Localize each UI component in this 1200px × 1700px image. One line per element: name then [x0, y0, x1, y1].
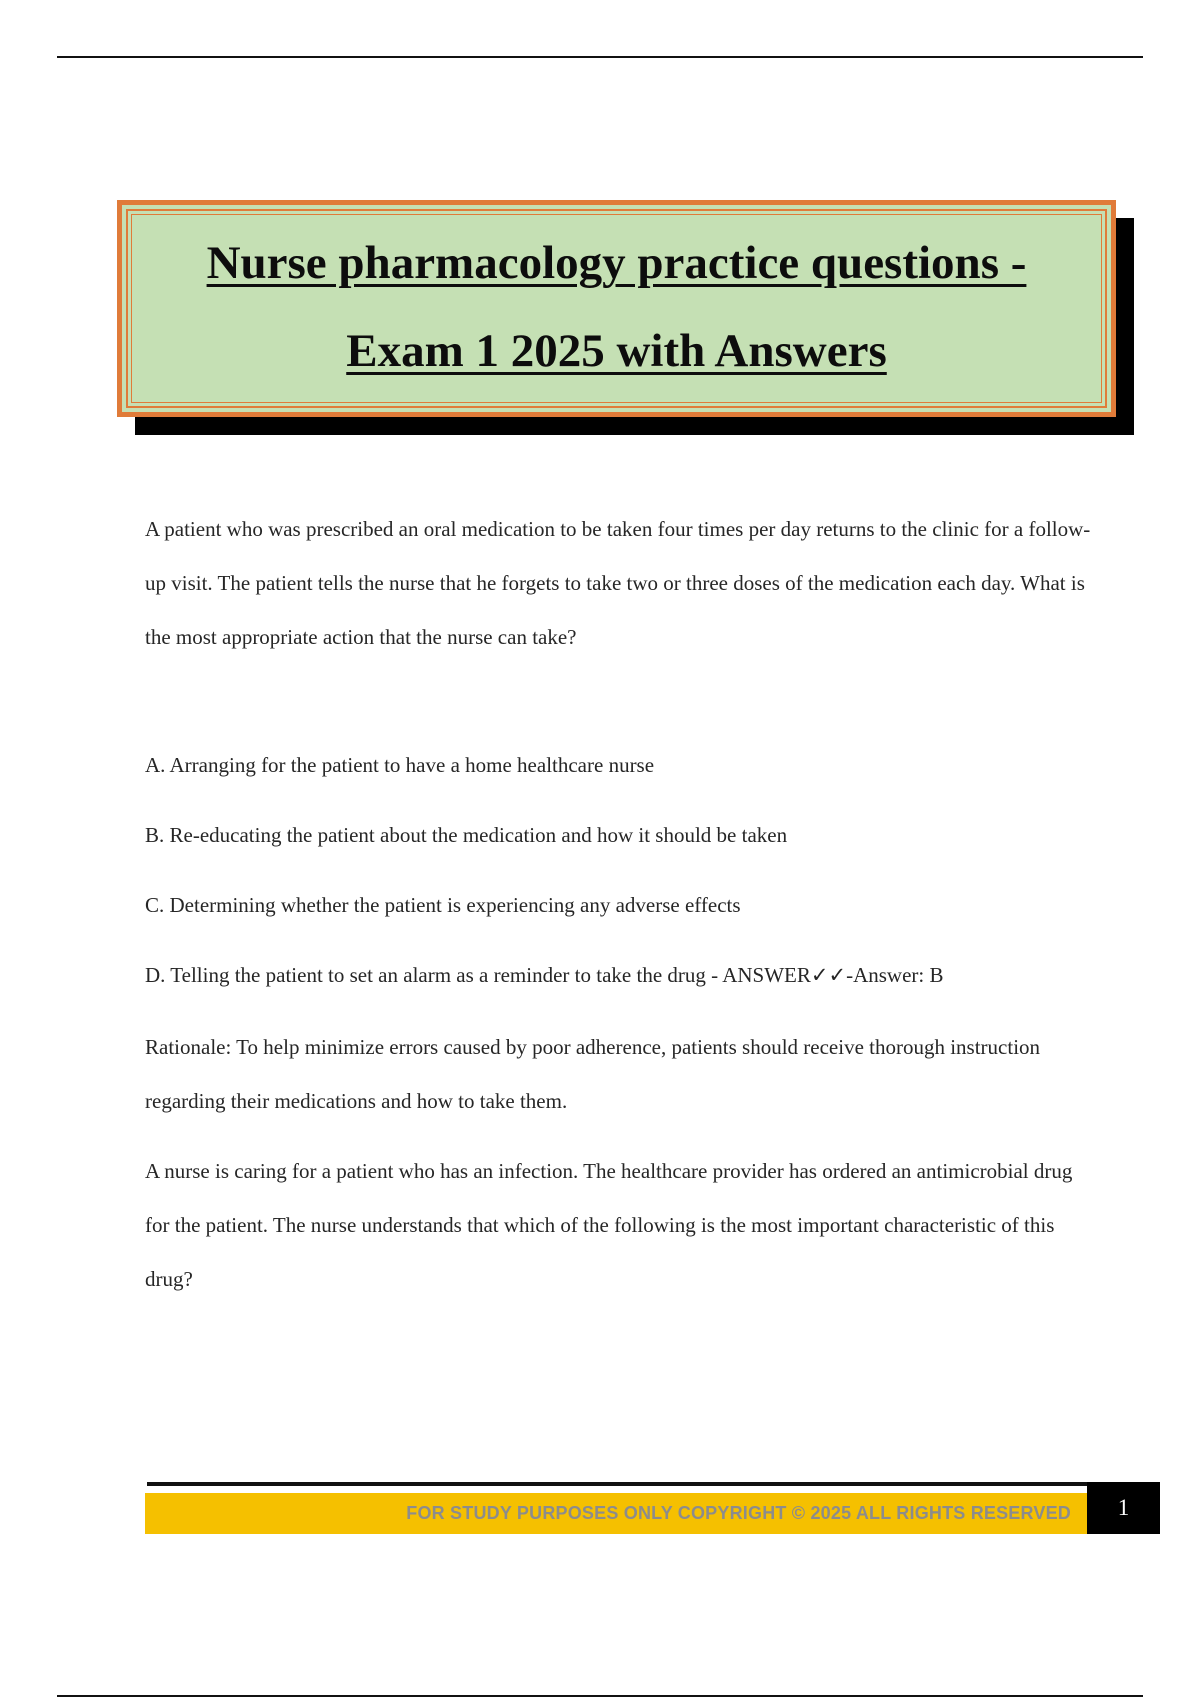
question-1-option-d — [145, 960, 1095, 990]
answer-text: -Answer: B — [846, 963, 944, 987]
question-1-option-a: A. Arranging for the patient to have a home healthcare nurse — [145, 753, 655, 777]
title-banner — [117, 200, 1116, 417]
double-check-icon: ✓✓ — [810, 963, 847, 987]
footer-copyright-bar — [145, 1493, 1087, 1534]
question-1-stem: A patient who was prescribed an oral medication to be taken four times per day returns to the clinic for a follow-up visit. The patient tells the nurse that he forgets to take two or three doses of the medication each day. What is the most appropriate action that the nurse can take? — [145, 517, 1091, 649]
question-1-rationale: Rationale: To help minimize errors caused by poor adherence, patients should receive thorough instruction regarding their medications and how to take them. — [145, 1035, 1041, 1113]
title-line-1: Nurse pharmacology practice questions - — [206, 237, 1027, 289]
title-line-2: Exam 1 2025 with Answers — [346, 325, 887, 377]
question-2-stem: A nurse is caring for a patient who has an infection. The healthcare provider has ordered an antimicrobial drug for the patient. The nurse understands that which of the following is the most important characteristic of this drug? — [145, 1159, 1073, 1291]
bottom-divider — [57, 1695, 1143, 1697]
question-1-option-b: B. Re-educating the patient about the medication and how it should be taken — [145, 823, 788, 847]
question-1-option-c: C. Determining whether the patient is experiencing any adverse effects — [145, 893, 741, 917]
footer-copyright-text: FOR STUDY PURPOSES ONLY COPYRIGHT © 2025 ALL RIGHTS RESERVED — [406, 1503, 1071, 1523]
document-title — [142, 219, 1091, 395]
document-body — [145, 502, 1095, 1306]
page-number: 1 — [1087, 1482, 1160, 1534]
footer-divider — [147, 1482, 1087, 1486]
top-divider — [57, 56, 1143, 58]
option-d-text: D. Telling the patient to set an alarm as a reminder to take the drug - ANSWER — [145, 963, 811, 987]
